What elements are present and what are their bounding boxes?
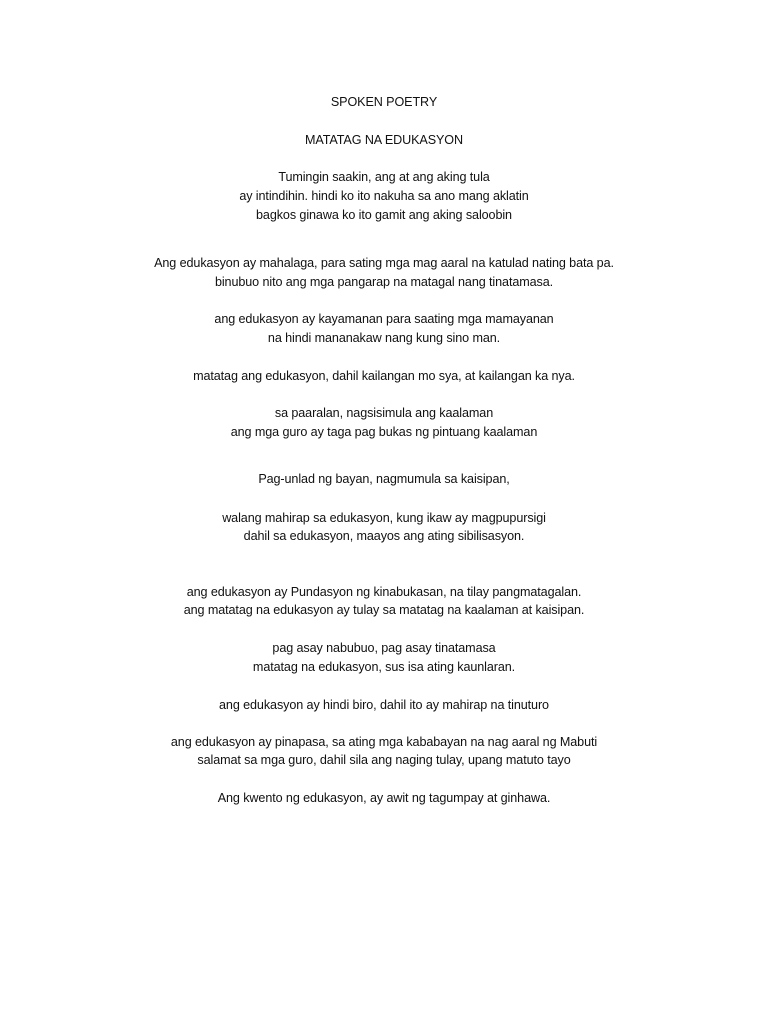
poem-line: Ang edukasyon ay mahalaga, para sating mga mag aaral na katulad nating bata pa. bbox=[154, 256, 614, 270]
poem-line: walang mahirap sa edukasyon, kung ikaw ay magpupursigi bbox=[222, 511, 546, 525]
poem-line: ang edukasyon ay hindi biro, dahil ito ay mahirap na tinuturo bbox=[219, 698, 549, 712]
poem-line: dahil sa edukasyon, maayos ang ating sibilisasyon. bbox=[243, 529, 525, 543]
poem-title: MATATAG NA EDUKASYON bbox=[304, 133, 463, 147]
poem-line: Pag-unlad ng bayan, nagmumula sa kaisipan, bbox=[258, 472, 510, 486]
document-heading: SPOKEN POETRY bbox=[330, 95, 438, 109]
poem-line: na hindi mananakaw nang kung sino man. bbox=[267, 331, 501, 345]
poem-line: ang edukasyon ay pinapasa, sa ating mga kababayan na nag aaral ng Mabuti bbox=[170, 735, 598, 749]
poem-line: pag asay nabubuo, pag asay tinatamasa bbox=[272, 641, 496, 655]
poem-line: ang matatag na edukasyon ay tulay sa matatag na kaalaman at kaisipan. bbox=[183, 603, 585, 617]
poem-line: ay intindihin. hindi ko ito nakuha sa ano mang aklatin bbox=[239, 189, 529, 203]
poem-line: salamat sa mga guro, dahil sila ang naging tulay, upang matuto tayo bbox=[197, 753, 571, 767]
poem-line: bagkos ginawa ko ito gamit ang aking saloobin bbox=[256, 208, 512, 222]
poem-line: sa paaralan, nagsisimula ang kaalaman bbox=[274, 406, 494, 420]
poem-line: Tumingin saakin, ang at ang aking tula bbox=[278, 170, 490, 184]
poem-line: ang edukasyon ay Pundasyon ng kinabukasan, na tilay pangmatagalan. bbox=[186, 585, 582, 599]
poem-line: Ang kwento ng edukasyon, ay awit ng tagumpay at ginhawa. bbox=[217, 791, 551, 805]
poem-line: matatag ang edukasyon, dahil kailangan mo sya, at kailangan ka nya. bbox=[193, 369, 575, 383]
poem-line: ang mga guro ay taga pag bukas ng pintuang kaalaman bbox=[230, 425, 538, 439]
poem-line: binubuo nito ang mga pangarap na matagal nang tinatamasa. bbox=[214, 275, 554, 289]
poem-line: ang edukasyon ay kayamanan para saating mga mamayanan bbox=[214, 312, 554, 326]
poem-line: matatag na edukasyon, sus isa ating kaunlaran. bbox=[252, 660, 516, 674]
